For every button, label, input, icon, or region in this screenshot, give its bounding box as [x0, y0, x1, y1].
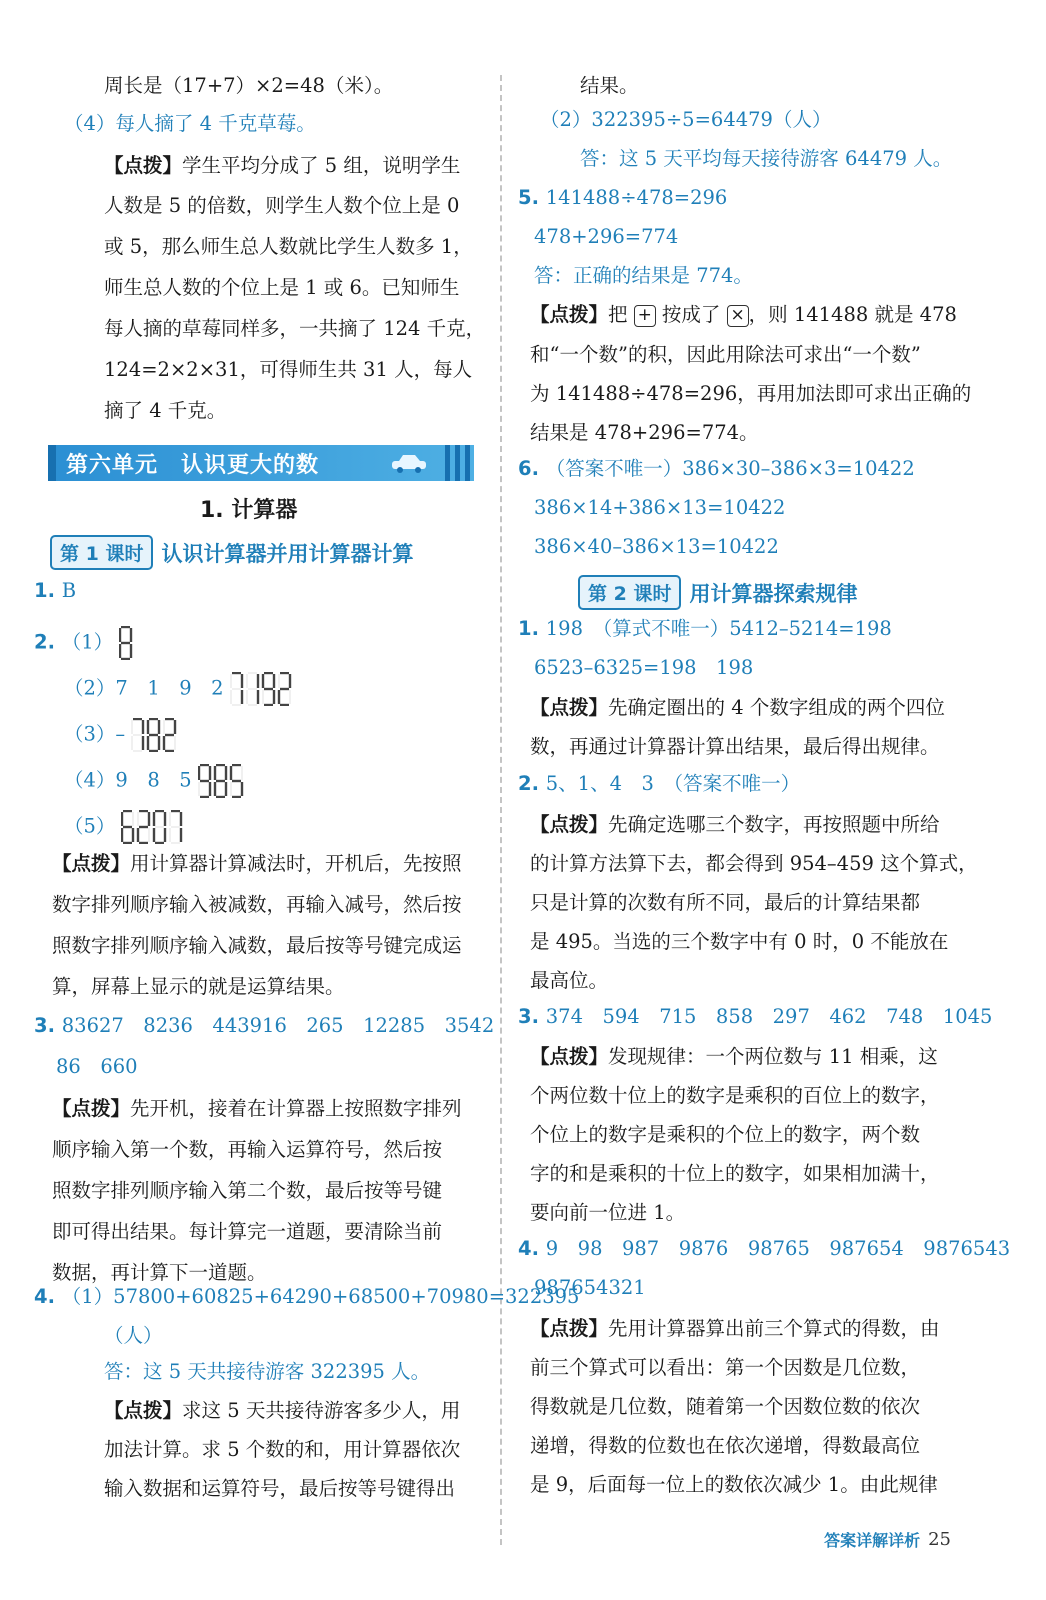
- car-icon: [388, 453, 430, 473]
- page-number: 25: [928, 1529, 951, 1550]
- line-text: 每人摘的草莓同样多，一共摘了 124 千克，: [104, 317, 486, 340]
- text-line: [64, 110, 316, 138]
- text-line: [530, 1315, 940, 1343]
- line-text: 求这 5 天共接待游客多少人，用: [182, 1399, 461, 1422]
- line-text: 要向前一位进 1。: [530, 1201, 686, 1224]
- footer-label: 答案详解详析: [824, 1531, 921, 1550]
- line-text: 374 594 715 858 297 462 748 1045: [545, 1005, 993, 1028]
- line-text: 6523–6325=198 198: [534, 656, 754, 679]
- text-line: [534, 223, 678, 251]
- text-line: [530, 1160, 940, 1188]
- text-line: [104, 233, 473, 261]
- text-line: [530, 1354, 920, 1382]
- lesson-1-title: 认识计算器并用计算器计算: [161, 541, 414, 566]
- text-line: [534, 494, 785, 522]
- text-line: [104, 1397, 460, 1425]
- line-text: （4）9 8 5: [64, 768, 192, 792]
- line-text: 的计算方法算下去，都会得到 954–459 这个算式，: [530, 852, 978, 875]
- text-line: [64, 718, 179, 752]
- lesson-2-heading: [578, 575, 857, 610]
- line-text: （1）57800+60825+64290+68500+70980=322395: [61, 1285, 580, 1308]
- line-text: 198 （算式不唯一）5412–5214=198: [545, 617, 892, 640]
- calculator-display-icon: [198, 764, 246, 798]
- times-key-icon: ×: [727, 305, 749, 327]
- line-text: 和“一个数”的积，因此用除法可求出“一个数”: [530, 343, 921, 366]
- line-text: 发现规律：一个两位数与 11 相乘，这: [608, 1045, 938, 1068]
- text-line: [540, 106, 831, 134]
- text-line: [56, 1053, 138, 1081]
- text-line: [52, 973, 345, 1001]
- line-text: 先开机，接着在计算器上按照数字排列: [130, 1097, 462, 1120]
- text-line: [518, 455, 915, 483]
- line-text: 386×14+386×13=10422: [534, 496, 786, 519]
- text-line: [534, 262, 753, 290]
- hint-tag: 【点拨】: [530, 1045, 609, 1068]
- text-line: [580, 72, 639, 100]
- text-line: [34, 1012, 494, 1040]
- text-line: [104, 152, 460, 180]
- line-text: 摘了 4 千克。: [104, 399, 227, 422]
- text-line: [104, 274, 459, 302]
- calculator-display-icon: [230, 672, 294, 706]
- text-line: [530, 1199, 685, 1227]
- plus-key-icon: +: [634, 305, 656, 327]
- text-line: [530, 1043, 938, 1071]
- line-text: （答案不唯一）386×30–386×3=10422: [545, 457, 915, 480]
- line-text: 输入数据和运算符号，最后按等号键得出: [104, 1477, 456, 1500]
- column-divider: [500, 75, 502, 1545]
- lesson-2-badge: 第 2 课时: [578, 575, 681, 610]
- text-line: [530, 301, 957, 329]
- question-number: 3.: [34, 1014, 62, 1037]
- text-line: [530, 1082, 940, 1110]
- line-text: 答：这 5 天共接待游客 322395 人。: [104, 1360, 431, 1383]
- text-line: [104, 1436, 460, 1464]
- text-line: [534, 1274, 646, 1302]
- text-line: [530, 1471, 938, 1499]
- line-text: 141488÷478=296: [545, 186, 728, 209]
- text-line: [52, 1177, 442, 1205]
- lesson-1-badge: 第 1 课时: [50, 535, 153, 570]
- line-text: 9 98 987 9876 98765 987654 9876543: [545, 1237, 1011, 1260]
- text-line: [530, 1121, 920, 1149]
- line-text: 得数就是几位数，随着第一个因数位数的依次: [530, 1395, 921, 1418]
- line-text: 递增，得数的位数也在依次递增，得数最高位: [530, 1434, 921, 1457]
- text-line: [518, 1003, 992, 1031]
- text-line: [530, 1393, 920, 1421]
- text-line: [104, 1358, 430, 1386]
- text-line: [52, 891, 462, 919]
- line-text: 83627 8236 443916 265 12285 3542: [61, 1014, 495, 1037]
- text-line: [518, 1235, 1010, 1263]
- text-line: [530, 850, 978, 878]
- text-line: [52, 850, 462, 878]
- line-text: 个两位数十位上的数字是乘积的百位上的数字，: [530, 1084, 940, 1107]
- line-text: 先用计算器算出前三个算式的得数，由: [608, 1317, 940, 1340]
- hint-tag: 【点拨】: [52, 1097, 131, 1120]
- line-text: 数据，再计算下一道题。: [52, 1261, 267, 1284]
- text-line: [530, 341, 921, 369]
- line-text: 987654321: [534, 1276, 646, 1299]
- text-line: [34, 1283, 579, 1311]
- text-line: [104, 192, 459, 220]
- text-line: [530, 811, 940, 839]
- text-line: [52, 1136, 442, 1164]
- text-line: [518, 770, 800, 798]
- line-text: 先确定圈出的 4 个数字组成的两个四位: [608, 696, 945, 719]
- text-line: [64, 764, 246, 798]
- text-line: [530, 889, 920, 917]
- line-text: （5）: [64, 814, 116, 838]
- line-text: （3）–: [64, 722, 126, 746]
- line-text: 师生总人数的个位上是 1 或 6。已知师生: [104, 276, 460, 299]
- question-number: 6.: [518, 457, 546, 480]
- line-text: 个位上的数字是乘积的个位上的数字，两个数: [530, 1123, 921, 1146]
- question-number: 1.: [518, 617, 546, 640]
- text-line: [52, 932, 462, 960]
- question-number: 4.: [518, 1237, 546, 1260]
- question-number: 4.: [34, 1285, 62, 1308]
- line-text: 照数字排列顺序输入减数，最后按等号键完成运: [52, 934, 462, 957]
- hint-tag: 【点拨】: [530, 303, 609, 326]
- banner-stripes: [445, 445, 470, 481]
- text-line: [518, 615, 892, 643]
- hint-tag: 【点拨】: [530, 1317, 609, 1340]
- line-text: 结果是 478+296=774。: [530, 421, 759, 444]
- text-line: [534, 654, 753, 682]
- line-text: （1）: [61, 630, 114, 654]
- hint-tag: 【点拨】: [530, 696, 609, 719]
- line-text: （2）322395÷5=64479（人）: [540, 108, 832, 131]
- text-line: [534, 533, 779, 561]
- hint-tag: 【点拨】: [104, 154, 183, 177]
- line-text: （2）7 1 9 2: [64, 676, 224, 700]
- text-line: [34, 626, 135, 660]
- line-text: 先确定选哪三个数字，再按照题中所给: [608, 813, 940, 836]
- text-line: [518, 184, 727, 212]
- text-line: [104, 72, 393, 100]
- line-text: 最高位。: [530, 969, 609, 992]
- line-text: B: [61, 579, 77, 602]
- line-text: 算，屏幕上显示的就是运算结果。: [52, 975, 345, 998]
- line-text: 人数是 5 的倍数，则学生人数个位上是 0: [104, 194, 460, 217]
- text-line: [64, 672, 294, 706]
- line-text: 前三个算式可以看出：第一个因数是几位数，: [530, 1356, 921, 1379]
- line-text: 把 + 按成了 × ，则 141488 就是 478: [608, 303, 957, 326]
- text-line: [530, 419, 759, 447]
- text-line: [530, 967, 608, 995]
- line-text: 结果。: [580, 74, 639, 97]
- line-text: 加法计算。求 5 个数的和，用计算器依次: [104, 1438, 461, 1461]
- line-text: 5、1、4 3 （答案不唯一）: [545, 772, 801, 795]
- text-line: [580, 145, 952, 173]
- section-title: 1. 计算器: [200, 498, 298, 523]
- line-text: 顺序输入第一个数，再输入运算符号，然后按: [52, 1138, 443, 1161]
- text-line: [52, 1095, 462, 1123]
- text-line: [530, 694, 945, 722]
- line-text: 是 9，后面每一位上的数依次减少 1。由此规律: [530, 1473, 938, 1496]
- line-text: 386×40–386×13=10422: [534, 535, 779, 558]
- line-text: 答：正确的结果是 774。: [534, 264, 753, 287]
- text-line: [530, 928, 948, 956]
- line-text: 只是计算的次数有所不同，最后的计算结果都: [530, 891, 921, 914]
- calculator-display-icon: [121, 810, 185, 844]
- hint-tag: 【点拨】: [530, 813, 609, 836]
- line-text: 答：这 5 天平均每天接待游客 64479 人。: [580, 147, 953, 170]
- text-line: [104, 315, 485, 343]
- calculator-display-icon: [119, 626, 135, 660]
- question-number: 2.: [518, 772, 546, 795]
- text-line: [104, 356, 472, 384]
- unit-banner: [48, 445, 474, 481]
- line-text: 数，再通过计算器计算出结果，最后得出规律。: [530, 735, 940, 758]
- question-number: 3.: [518, 1005, 546, 1028]
- text-line: [104, 397, 226, 425]
- line-text: 用计算器计算减法时，开机后，先按照: [130, 852, 462, 875]
- line-text: 照数字排列顺序输入第二个数，最后按等号键: [52, 1179, 443, 1202]
- question-number: 1.: [34, 579, 62, 602]
- line-text: （4）每人摘了 4 千克草莓。: [64, 112, 316, 135]
- lesson-2-title: 用计算器探索规律: [689, 581, 858, 606]
- calculator-display-icon: [131, 718, 179, 752]
- text-line: [64, 810, 185, 844]
- text-line: [104, 1475, 455, 1503]
- line-text: 周长是（17+7）×2=48（米）。: [104, 74, 394, 97]
- line-text: 124=2×2×31，可得师生共 31 人，每人: [104, 358, 473, 381]
- line-text: 学生平均分成了 5 组，说明学生: [182, 154, 461, 177]
- line-text: 数字排列顺序输入被减数，再输入减号，然后按: [52, 893, 462, 916]
- line-text: 字的和是乘积的十位上的数字，如果相加满十，: [530, 1162, 940, 1185]
- hint-tag: 【点拨】: [52, 852, 131, 875]
- hint-tag: 【点拨】: [104, 1399, 183, 1422]
- unit-title: 第六单元 认识更大的数: [66, 452, 320, 478]
- line-text: 为 141488÷478=296，再用加法即可求出正确的: [530, 382, 972, 405]
- line-text: 478+296=774: [534, 225, 679, 248]
- line-text: 86 660: [56, 1055, 138, 1078]
- text-line: [104, 1322, 163, 1350]
- question-number: 5.: [518, 186, 546, 209]
- line-text: 或 5，那么师生总人数就比学生人数多 1，: [104, 235, 473, 258]
- line-text: （人）: [104, 1324, 163, 1347]
- text-line: [34, 577, 76, 605]
- text-line: [530, 380, 971, 408]
- text-line: [530, 733, 940, 761]
- question-number: 2.: [34, 630, 62, 654]
- page-footer: [824, 1528, 951, 1551]
- line-text: 是 495。当选的三个数字中有 0 时，0 不能放在: [530, 930, 949, 953]
- text-line: [52, 1218, 442, 1246]
- lesson-1-heading: [50, 535, 413, 570]
- line-text: 即可得出结果。每计算完一道题，要清除当前: [52, 1220, 443, 1243]
- text-line: [530, 1432, 920, 1460]
